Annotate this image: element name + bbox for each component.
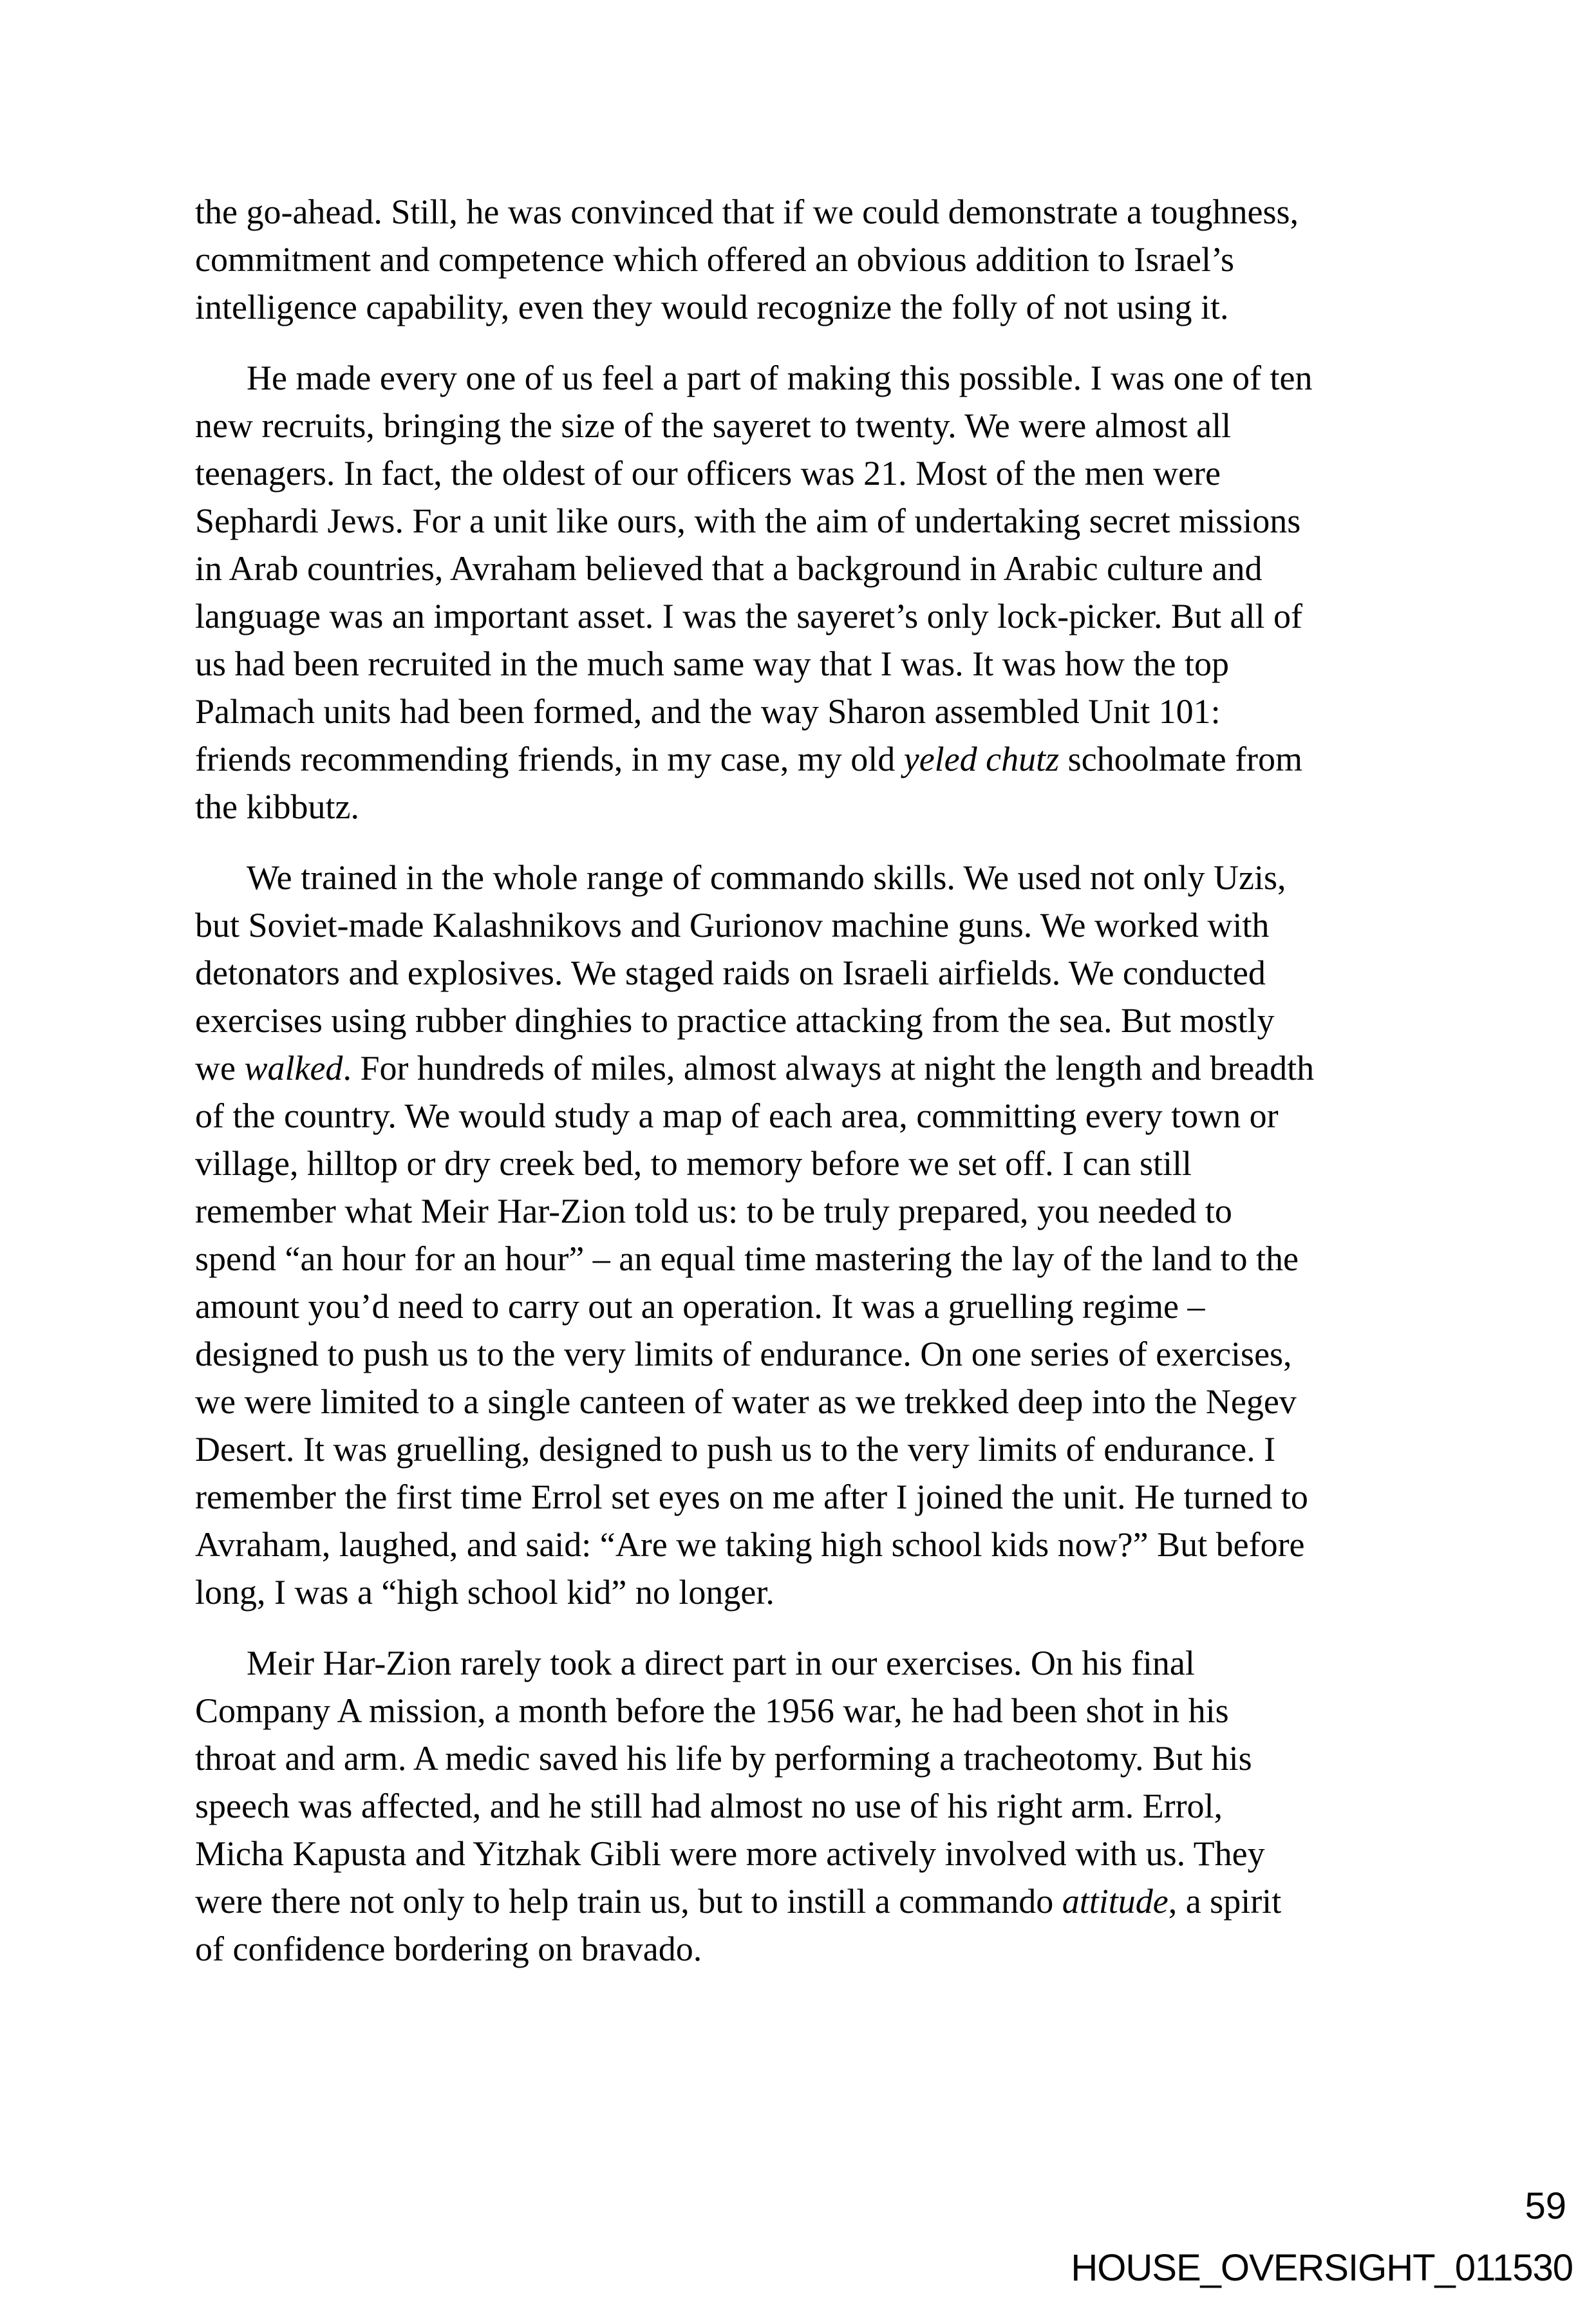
text-line bbox=[195, 1330, 1314, 1378]
body-text: new recruits, bringing the size of the sayeret to twenty. We were almost all bbox=[195, 406, 1232, 445]
italic-text: walked bbox=[244, 1049, 343, 1087]
body-text: we bbox=[195, 1049, 245, 1087]
body-text: of the country. We would study a map of each area, committing every town or bbox=[195, 1096, 1279, 1135]
body-text: of confidence bordering on bravado. bbox=[195, 1930, 702, 1968]
body-text: in Arab countries, Avraham believed that a background in Arabic culture and bbox=[195, 549, 1263, 588]
body-text: Micha Kapusta and Yitzhak Gibli were more actively involved with us. They bbox=[195, 1834, 1265, 1873]
body-text: us had been recruited in the much same way that I was. It was how the top bbox=[195, 644, 1230, 683]
body-text: , a spirit bbox=[1168, 1882, 1282, 1921]
body-text: intelligence capability, even they would recognize the folly of not using it. bbox=[195, 288, 1229, 326]
text-line bbox=[195, 1830, 1314, 1877]
text-line bbox=[195, 1782, 1314, 1830]
text-line bbox=[195, 1044, 1314, 1092]
text-line bbox=[195, 640, 1314, 688]
body-text: Avraham, laughed, and said: “Are we taking high school kids now?” But before bbox=[195, 1525, 1305, 1564]
text-line bbox=[195, 402, 1314, 449]
paragraph bbox=[195, 354, 1314, 831]
text-line bbox=[195, 1925, 1314, 1973]
body-text: teenagers. In fact, the oldest of our officers was 21. Most of the men were bbox=[195, 454, 1221, 493]
body-text: . For hundreds of miles, almost always at night the length and breadth bbox=[343, 1049, 1315, 1087]
paragraph bbox=[195, 188, 1314, 331]
body-text: village, hilltop or dry creek bed, to memory before we set off. I can still bbox=[195, 1144, 1192, 1183]
body-text: speech was affected, and he still had almost no use of his right arm. Errol, bbox=[195, 1787, 1223, 1825]
text-line bbox=[195, 688, 1314, 735]
text-line bbox=[195, 1521, 1314, 1568]
body-text: schoolmate from bbox=[1059, 740, 1303, 778]
text-block bbox=[195, 188, 1314, 1973]
text-line bbox=[195, 1092, 1314, 1140]
body-text: amount you’d need to carry out an operation. It was a gruelling regime – bbox=[195, 1287, 1205, 1326]
body-text: Desert. It was gruelling, designed to push us to the very limits of endurance. I bbox=[195, 1430, 1276, 1469]
text-line bbox=[195, 283, 1314, 331]
text-line bbox=[195, 354, 1314, 402]
text-line bbox=[195, 1187, 1314, 1235]
text-line bbox=[195, 1140, 1314, 1187]
text-line bbox=[195, 783, 1314, 831]
text-line bbox=[195, 449, 1314, 497]
body-text: remember the first time Errol set eyes on me after I joined the unit. He turned to bbox=[195, 1478, 1308, 1516]
text-line bbox=[195, 188, 1314, 236]
body-text: Sephardi Jews. For a unit like ours, with the aim of undertaking secret missions bbox=[195, 502, 1301, 540]
body-text: exercises using rubber dinghies to practice attacking from the sea. But mostly bbox=[195, 1001, 1275, 1040]
body-text: the kibbutz. bbox=[195, 787, 359, 826]
body-text: friends recommending friends, in my case, my old bbox=[195, 740, 904, 778]
text-line bbox=[195, 1687, 1314, 1734]
italic-text: yeled chutz bbox=[903, 740, 1060, 778]
text-line bbox=[195, 1568, 1314, 1616]
body-text: the go-ahead. Still, he was convinced that if we could demonstrate a toughness, bbox=[195, 193, 1299, 231]
text-line bbox=[195, 1425, 1314, 1473]
text-line bbox=[195, 545, 1314, 592]
body-text: commitment and competence which offered an obvious addition to Israel’s bbox=[195, 240, 1235, 279]
paragraph bbox=[195, 854, 1314, 1616]
text-line bbox=[195, 497, 1314, 545]
paragraph bbox=[195, 1639, 1314, 1973]
body-text: we were limited to a single canteen of water as we trekked deep into the Negev bbox=[195, 1382, 1297, 1421]
body-text: We trained in the whole range of commando skills. We used not only Uzis, bbox=[247, 858, 1286, 897]
body-text: long, I was a “high school kid” no longer. bbox=[195, 1573, 775, 1612]
text-line bbox=[195, 1473, 1314, 1521]
body-text: throat and arm. A medic saved his life by performing a tracheotomy. But his bbox=[195, 1739, 1252, 1778]
text-line bbox=[195, 1283, 1314, 1330]
text-line bbox=[195, 592, 1314, 640]
body-text: remember what Meir Har-Zion told us: to be truly prepared, you needed to bbox=[195, 1192, 1232, 1230]
body-text: but Soviet-made Kalashnikovs and Gurionov machine guns. We worked with bbox=[195, 906, 1270, 945]
body-text: were there not only to help train us, but to instill a commando bbox=[195, 1882, 1062, 1921]
text-line bbox=[195, 901, 1314, 949]
body-text: detonators and explosives. We staged raids on Israeli airfields. We conducted bbox=[195, 954, 1266, 992]
body-text: Meir Har-Zion rarely took a direct part in our exercises. On his final bbox=[247, 1644, 1195, 1682]
body-text: He made every one of us feel a part of making this possible. I was one of ten bbox=[247, 359, 1313, 397]
text-line bbox=[195, 1378, 1314, 1425]
text-line bbox=[195, 1235, 1314, 1283]
body-text: Company A mission, a month before the 1956 war, he had been shot in his bbox=[195, 1691, 1229, 1730]
text-line bbox=[195, 949, 1314, 997]
text-line bbox=[195, 1877, 1314, 1925]
bates-stamp: HOUSE_OVERSIGHT_011530 bbox=[1071, 2247, 1573, 2289]
italic-text: attitude bbox=[1062, 1882, 1169, 1921]
text-line bbox=[195, 735, 1314, 783]
text-line bbox=[195, 236, 1314, 283]
page-number: 59 bbox=[1525, 2185, 1566, 2227]
body-text: Palmach units had been formed, and the way Sharon assembled Unit 101: bbox=[195, 692, 1221, 731]
text-line bbox=[195, 1639, 1314, 1687]
text-line bbox=[195, 854, 1314, 901]
body-text: designed to push us to the very limits of endurance. On one series of exercises, bbox=[195, 1335, 1292, 1373]
text-line bbox=[195, 997, 1314, 1044]
body-text: spend “an hour for an hour” – an equal time mastering the lay of the land to the bbox=[195, 1239, 1299, 1278]
body-text: language was an important asset. I was the sayeret’s only lock-picker. But all of bbox=[195, 597, 1303, 635]
text-line bbox=[195, 1734, 1314, 1782]
